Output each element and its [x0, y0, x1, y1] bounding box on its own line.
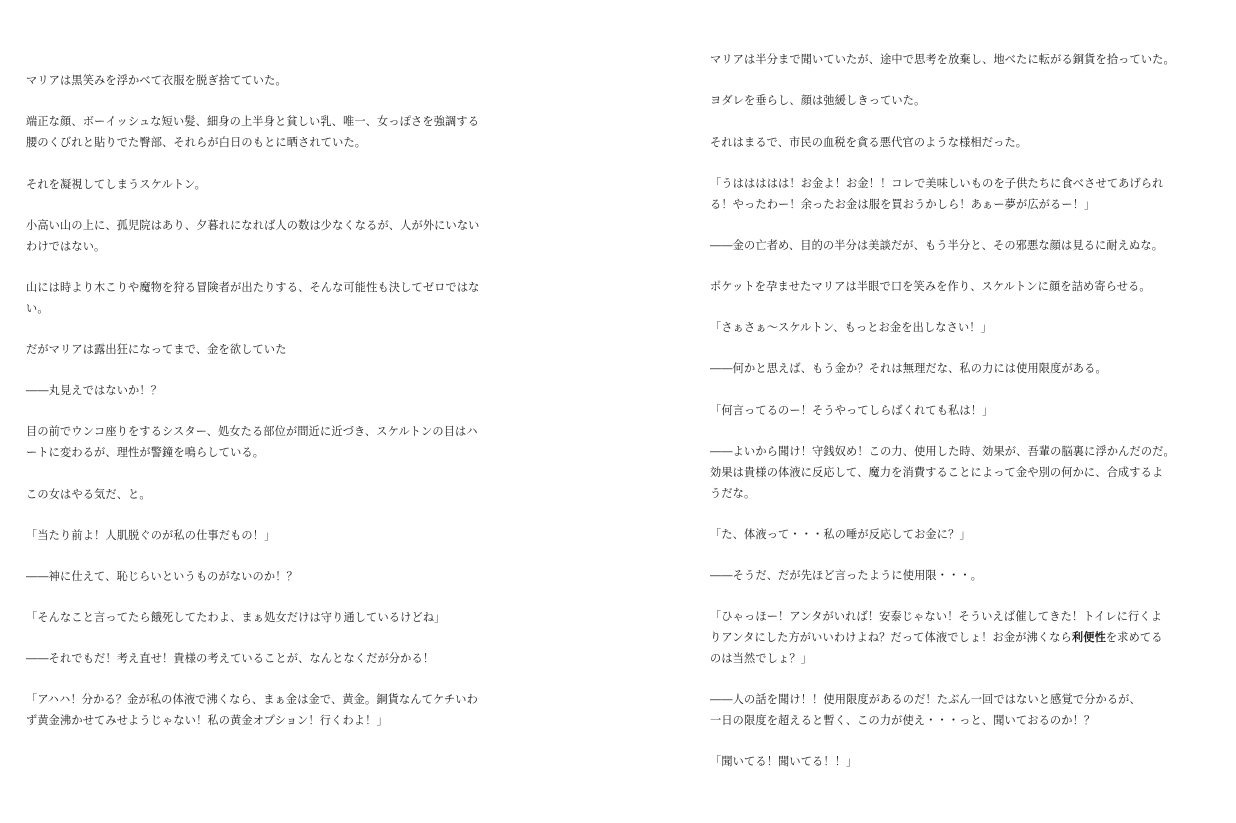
paragraph: 「ひゃっほー！アンタがいれば！安泰じゃない！そういえば催してきた！トイレに行くよ りアンタにした方がいいわけよね？だって体液でしょ！お金が沸くなら利便性を求めてる のは当然でしょ？」 [710, 610, 1163, 665]
left-page [26, 0, 521, 823]
paragraph: 「アハハ！分かる？金が私の体液で沸くなら、まぁ金は金で、黄金。銅貨なんてケチいわ ず黄金沸かせてみせようじゃない！私の黄金オプション！行くわよ！」 [26, 693, 478, 727]
paragraph: 「何言ってるのー！そうやってしらばくれても私は！」 [710, 404, 994, 417]
paragraph: 端正な顔、ボーイッシュな短い髪、細身の上半身と貧しい乳、唯一、女っぽさを強調する 腰のくびれと貼りでた臀部、それらが白日のもとに晒されていた。 [26, 115, 480, 149]
paragraph: 「た、体液って・・・私の唾が反応してお金に？」 [710, 528, 971, 541]
paragraph: 小高い山の上に、孤児院はあり、夕暮れになれば人の数は少なくなるが、人が外にいない わけではない。 [26, 219, 480, 253]
paragraph: 「うははははは！お金よ！お金！！コレで美味しいものを子供たちに食べさせてあげられ る！やったわー！余ったお金は服を買おうかしら！あぁー夢が広がるー！」 [710, 177, 1164, 211]
paragraph: ――何かと思えば、もう金か？それは無理だな、私の力には使用限度がある。 [710, 362, 1107, 375]
paragraph: 目の前でウンコ座りをするシスター、処女たる部位が間近に近づき、スケルトンの目はハ ートに変わるが、理性が警鐘を鳴らしている。 [26, 425, 478, 459]
paragraph: ――金の亡者め、目的の半分は美談だが、もう半分と、その邪悪な顔は見るに耐えぬな。 [710, 239, 1164, 252]
paragraph: だがマリアは露出狂になってまで、金を欲していた [26, 343, 287, 356]
paragraph: 「聞いてる！聞いてる！！」 [710, 755, 858, 768]
paragraph: それはまるで、市民の血税を貪る悪代官のような様相だった。 [710, 136, 1028, 149]
paragraph: ポケットを孕ませたマリアは半眼で口を笑みを作り、スケルトンに顔を詰め寄らせる。 [710, 280, 1151, 293]
paragraph: マリアは黒笑みを浮かべて衣服を脱ぎ捨てていた。 [26, 74, 287, 87]
paragraph: ――人の話を聞け！！使用限度があるのだ！たぶん一回ではないと感覚で分かるが、 一日の限度を超えると暫く、この力が使え・・・っと、聞いておるのか！？ [710, 693, 1141, 727]
paragraph: それを凝視してしまうスケルトン。 [26, 178, 206, 191]
paragraph: ――神に仕えて、恥じらいというものがないのか！？ [26, 570, 298, 583]
paragraph: この女はやる気だ、と。 [26, 488, 151, 501]
paragraph: ――そうだ、だが先ほど言ったように使用限・・・。 [710, 569, 983, 582]
paragraph: 山には時より木こりや魔物を狩る冒険者が出たりする、そんな可能性も決してゼロではな い。 [26, 281, 480, 315]
paragraph: ヨダレを垂らし、顔は弛緩しきっていた。 [710, 94, 926, 107]
paragraph: 「さぁさぁ～スケルトン、もっとお金を出しなさい！」 [710, 321, 992, 334]
paragraph: 「当たり前よ！人肌脱ぐのが私の仕事だもの！」 [26, 529, 276, 542]
paragraph: ――よいから聞け！守銭奴め！この力、使用した時、効果が、吾輩の脳裏に浮かんだのだ。 効果は貴様の体液に反応して、魔力を消費することによって金や別の何かに、合成するよ うだな。 [710, 445, 1175, 500]
paragraph: ――それでもだ！考え直せ！貴様の考えていることが、なんとなくだが分かる！ [26, 652, 435, 665]
paragraph: 「そんなこと言ってたら餓死してたわよ、まぁ処女だけは守り通しているけどね」 [26, 611, 446, 624]
emphasized-term: 利便性 [1071, 630, 1106, 644]
paragraph: マリアは半分まで聞いていたが、途中で思考を放棄し、地べたに転がる銅貨を拾っていた。 [710, 53, 1175, 66]
paragraph: ――丸見えではないか！？ [26, 384, 163, 397]
right-page [710, 0, 1205, 823]
